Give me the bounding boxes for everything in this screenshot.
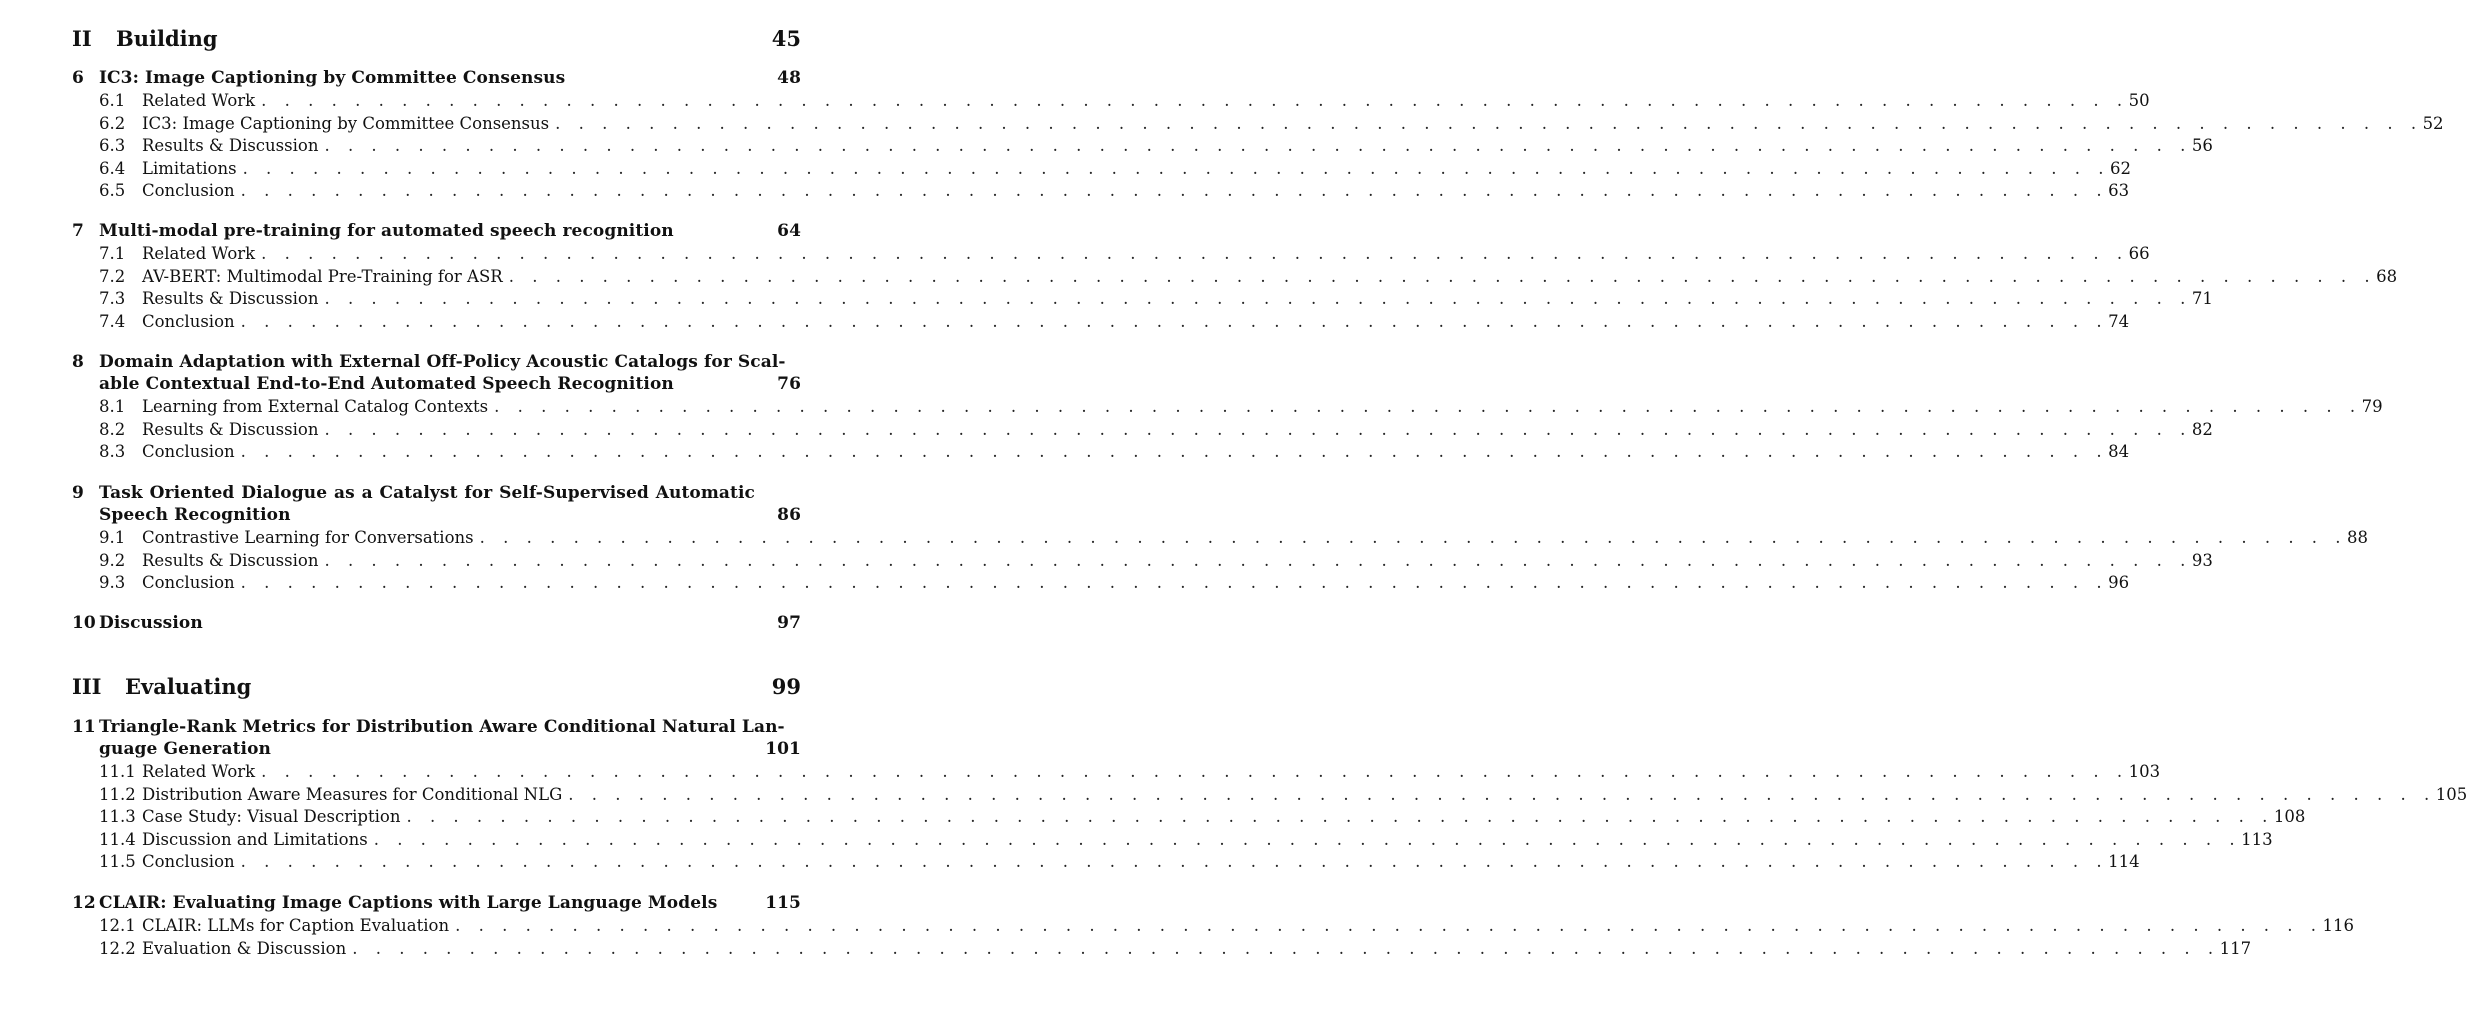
chapter-number: 12 [72, 893, 96, 913]
chapter-title: Domain Adaptation with External Off-Policy Acoustic Catalogs for Scal- [99, 352, 786, 372]
dot-leader: . . . . . . . . . . . . . . . . . . . . . . . . . . . . . . . . . . . . . . . . . . . . . . . . . . . . . . . . . . . . . . . . . . . . . . . . . . . . . . . . [261, 244, 2129, 263]
section-number: 7.4 [99, 311, 126, 331]
section-title: Learning from External Catalog Contexts [142, 397, 489, 416]
chapter-title: Discussion [99, 613, 203, 633]
dot-leader: . . . . . . . . . . . . . . . . . . . . . . . . . . . . . . . . . . . . . . . . . . . . . . . . . . . . . . . . . . . . . . . . . . . . . . . . . . . . . . . . [373, 829, 2242, 849]
dot-leader: . . . . . . . . . . . . . . . . . . . . . . . . . . . . . . . . . . . . . . . . . . . . . . . . . . . . . . . . . . . . . . . . . . . . . . . . . . . . . . . . [324, 550, 2192, 570]
section-page-number: 108 [2273, 807, 2306, 826]
section-title: Related Work [142, 244, 256, 263]
section-page-number: 103 [2128, 762, 2161, 781]
section-page-number: 114 [2108, 852, 2140, 871]
section-page-number: 50 [2128, 91, 2150, 110]
dot-leader: . . . . . . . . . . . . . . . . . . . . . . . . . . . . . . . . . . . . . . . . . . . . . . . . . . . . . . . . . . . . . . . . . . . . . . . . . . . . . . . . [352, 938, 2220, 958]
dot-leader: . . . . . . . . . . . . . . . . . . . . . . . . . . . . . . . . . . . . . . . . . . . . . . . . . . . . . . . . . . . . . . . . . . . . . . . . . . . . . . . . [479, 528, 2348, 547]
section-number: 12.2 [99, 938, 136, 958]
section-page-number: 117 [2219, 938, 2252, 958]
part-number: III [72, 674, 102, 699]
chapter-title: Triangle-Rank Metrics for Distribution Aware Conditional Natural Lan- [99, 717, 785, 737]
section-title: Limitations [142, 158, 237, 178]
part-title: Evaluating [125, 674, 252, 699]
dot-leader: . . . . . . . . . . . . . . . . . . . . . . . . . . . . . . . . . . . . . . . . . . . . . . . . . . . . . . . . . . . . . . . . . . . . . . . . . . . . . . . . [240, 311, 2109, 331]
chapter-title: guage Generation [99, 739, 271, 759]
chapter-number: 11 [72, 717, 96, 737]
section-page-number: 66 [2128, 244, 2150, 263]
chapter-title: Speech Recognition [99, 505, 291, 525]
section-title: Related Work [142, 91, 256, 110]
section-title: CLAIR: LLMs for Caption Evaluation [142, 916, 450, 935]
section-title: Conclusion [142, 181, 235, 200]
section-title: Conclusion [142, 573, 235, 592]
chapter-title: IC3: Image Captioning by Committee Consensus [99, 68, 566, 88]
section-number: 6.1 [99, 91, 126, 110]
section-title: Results & Discussion [142, 550, 319, 570]
section-number: 6.4 [99, 158, 126, 178]
section-number: 11.2 [99, 784, 136, 804]
section-title: Results & Discussion [142, 289, 319, 308]
section-title: Results & Discussion [142, 136, 319, 155]
chapter-page-number: 64 [777, 221, 801, 241]
section-page-number: 88 [2347, 528, 2369, 547]
section-title: Related Work [142, 762, 256, 781]
section-page-number: 93 [2191, 550, 2213, 570]
section-title: Conclusion [142, 311, 235, 331]
dot-leader: . . . . . . . . . . . . . . . . . . . . . . . . . . . . . . . . . . . . . . . . . . . . . . . . . . . . . . . . . . . . . . . . . . . . . . . . . . . . . . . . [494, 397, 2362, 416]
section-number: 8.3 [99, 442, 126, 461]
chapter-page-number: 97 [777, 613, 801, 633]
section-number: 6.3 [99, 136, 126, 155]
section-title: Discussion and Limitations [142, 829, 368, 849]
chapter-number: 6 [72, 68, 84, 88]
chapter-page-number: 86 [777, 505, 801, 525]
section-title: Contrastive Learning for Conversations [142, 528, 474, 547]
chapter-page-number: 76 [777, 374, 801, 394]
section-number: 11.4 [99, 829, 136, 849]
part-page-number: 45 [771, 26, 801, 51]
section-title: AV-BERT: Multimodal Pre-Training for ASR [142, 266, 503, 286]
chapter-title: Multi-modal pre-training for automated speech recognition [99, 221, 674, 241]
chapter-title: Task Oriented Dialogue as a Catalyst for Self-Supervised Automatic [99, 483, 755, 503]
section-number: 11.1 [99, 762, 136, 781]
section-number: 8.1 [99, 397, 126, 416]
section-page-number: 84 [2108, 442, 2130, 461]
chapter-number: 8 [72, 352, 84, 372]
dot-leader: . . . . . . . . . . . . . . . . . . . . . . . . . . . . . . . . . . . . . . . . . . . . . . . . . . . . . . . . . . . . . . . . . . . . . . . . . . . . . . . . [240, 852, 2109, 871]
section-title: Evaluation & Discussion [142, 938, 347, 958]
dot-leader: . . . . . . . . . . . . . . . . . . . . . . . . . . . . . . . . . . . . . . . . . . . . . . . . . . . . . . . . . . . . . . . . . . . . . . . . . . . . . . . . [568, 784, 2436, 804]
chapter-number: 10 [72, 613, 96, 633]
dot-leader: . . . . . . . . . . . . . . . . . . . . . . . . . . . . . . . . . . . . . . . . . . . . . . . . . . . . . . . . . . . . . . . . . . . . . . . . . . . . . . . . [240, 181, 2109, 200]
dot-leader: . . . . . . . . . . . . . . . . . . . . . . . . . . . . . . . . . . . . . . . . . . . . . . . . . . . . . . . . . . . . . . . . . . . . . . . . . . . . . . . . [324, 289, 2192, 308]
section-page-number: 82 [2191, 419, 2213, 439]
section-number: 11.5 [99, 852, 136, 871]
chapter-page-number: 115 [765, 893, 801, 913]
part-number: II [72, 26, 92, 51]
section-title: Case Study: Visual Description [142, 807, 401, 826]
section-page-number: 116 [2322, 916, 2355, 935]
chapter-title: CLAIR: Evaluating Image Captions with Large Language Models [99, 893, 718, 913]
dot-leader: . . . . . . . . . . . . . . . . . . . . . . . . . . . . . . . . . . . . . . . . . . . . . . . . . . . . . . . . . . . . . . . . . . . . . . . . . . . . . . . . [508, 266, 2377, 286]
dot-leader: . . . . . . . . . . . . . . . . . . . . . . . . . . . . . . . . . . . . . . . . . . . . . . . . . . . . . . . . . . . . . . . . . . . . . . . . . . . . . . . . [324, 419, 2192, 439]
part-title: Building [116, 26, 218, 51]
section-page-number: 63 [2108, 181, 2130, 200]
part-page-number: 99 [771, 674, 801, 699]
section-title: IC3: Image Captioning by Committee Consensus [142, 113, 550, 133]
dot-leader: . . . . . . . . . . . . . . . . . . . . . . . . . . . . . . . . . . . . . . . . . . . . . . . . . . . . . . . . . . . . . . . . . . . . . . . . . . . . . . . . [261, 762, 2129, 781]
section-number: 7.2 [99, 266, 126, 286]
section-page-number: 71 [2191, 289, 2213, 308]
section-number: 11.3 [99, 807, 136, 826]
section-page-number: 96 [2108, 573, 2130, 592]
section-number: 6.5 [99, 181, 126, 200]
section-number: 7.1 [99, 244, 126, 263]
section-title: Conclusion [142, 852, 235, 871]
dot-leader: . . . . . . . . . . . . . . . . . . . . . . . . . . . . . . . . . . . . . . . . . . . . . . . . . . . . . . . . . . . . . . . . . . . . . . . . . . . . . . . . [240, 442, 2109, 461]
dot-leader: . . . . . . . . . . . . . . . . . . . . . . . . . . . . . . . . . . . . . . . . . . . . . . . . . . . . . . . . . . . . . . . . . . . . . . . . . . . . . . . . [555, 113, 2423, 133]
dot-leader: . . . . . . . . . . . . . . . . . . . . . . . . . . . . . . . . . . . . . . . . . . . . . . . . . . . . . . . . . . . . . . . . . . . . . . . . . . . . . . . . [406, 807, 2274, 826]
section-number: 9.2 [99, 550, 126, 570]
dot-leader: . . . . . . . . . . . . . . . . . . . . . . . . . . . . . . . . . . . . . . . . . . . . . . . . . . . . . . . . . . . . . . . . . . . . . . . . . . . . . . . . [240, 573, 2109, 592]
section-page-number: 113 [2241, 829, 2273, 849]
chapter-number: 7 [72, 221, 84, 241]
section-page-number: 56 [2191, 136, 2213, 155]
chapter-title: able Contextual End-to-End Automated Speech Recognition [99, 374, 674, 394]
dot-leader: . . . . . . . . . . . . . . . . . . . . . . . . . . . . . . . . . . . . . . . . . . . . . . . . . . . . . . . . . . . . . . . . . . . . . . . . . . . . . . . . [324, 136, 2192, 155]
chapter-page-number: 101 [765, 739, 801, 759]
section-number: 9.3 [99, 573, 126, 592]
dot-leader: . . . . . . . . . . . . . . . . . . . . . . . . . . . . . . . . . . . . . . . . . . . . . . . . . . . . . . . . . . . . . . . . . . . . . . . . . . . . . . . . [455, 916, 2323, 935]
chapter-number: 9 [72, 483, 84, 503]
section-page-number: 68 [2376, 266, 2398, 286]
section-page-number: 79 [2361, 397, 2383, 416]
section-page-number: 105 [2435, 784, 2467, 804]
section-number: 8.2 [99, 419, 126, 439]
section-number: 7.3 [99, 289, 126, 308]
section-page-number: 74 [2108, 311, 2130, 331]
section-title: Conclusion [142, 442, 235, 461]
section-number: 12.1 [99, 916, 136, 935]
section-page-number: 52 [2422, 113, 2444, 133]
dot-leader: . . . . . . . . . . . . . . . . . . . . . . . . . . . . . . . . . . . . . . . . . . . . . . . . . . . . . . . . . . . . . . . . . . . . . . . . . . . . . . . . [242, 158, 2110, 178]
section-page-number: 62 [2110, 158, 2131, 178]
section-title: Distribution Aware Measures for Conditional NLG [142, 784, 563, 804]
section-title: Results & Discussion [142, 419, 319, 439]
chapter-page-number: 48 [777, 68, 801, 88]
section-number: 9.1 [99, 528, 126, 547]
dot-leader: . . . . . . . . . . . . . . . . . . . . . . . . . . . . . . . . . . . . . . . . . . . . . . . . . . . . . . . . . . . . . . . . . . . . . . . . . . . . . . . . [261, 91, 2129, 110]
section-number: 6.2 [99, 113, 126, 133]
